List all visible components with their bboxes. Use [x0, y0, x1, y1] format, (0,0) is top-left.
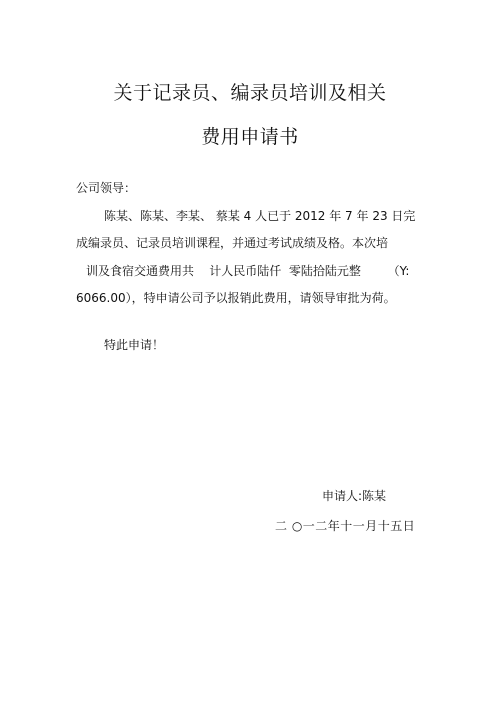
document-title-line-1: 关于记录员、编录员培训及相关	[113, 82, 387, 104]
body-line-4: 6066.00），特申请公司予以报销此费用，请领导审批为荷。	[76, 291, 396, 305]
document-date: 二 ○一二年十一月十五日	[275, 519, 416, 533]
closing-statement: 特此申请！	[104, 338, 165, 352]
document-title-line-2: 费用申请书	[201, 126, 299, 148]
body-line-2: 成编录员、记录员培训课程，并通过考试成绩及格。本次培	[76, 236, 389, 250]
salutation: 公司领导：	[76, 181, 137, 195]
body-line-1: 陈某、陈某、李某、 蔡某 4 人已于 2012 年 7 年 23 日完	[104, 209, 416, 223]
body-line-3: 训及食宿交通费用共 计人民币陆仟 零陆拾陆元整 （Y:	[86, 264, 410, 278]
applicant-signature: 申请人:陈某	[322, 489, 387, 503]
